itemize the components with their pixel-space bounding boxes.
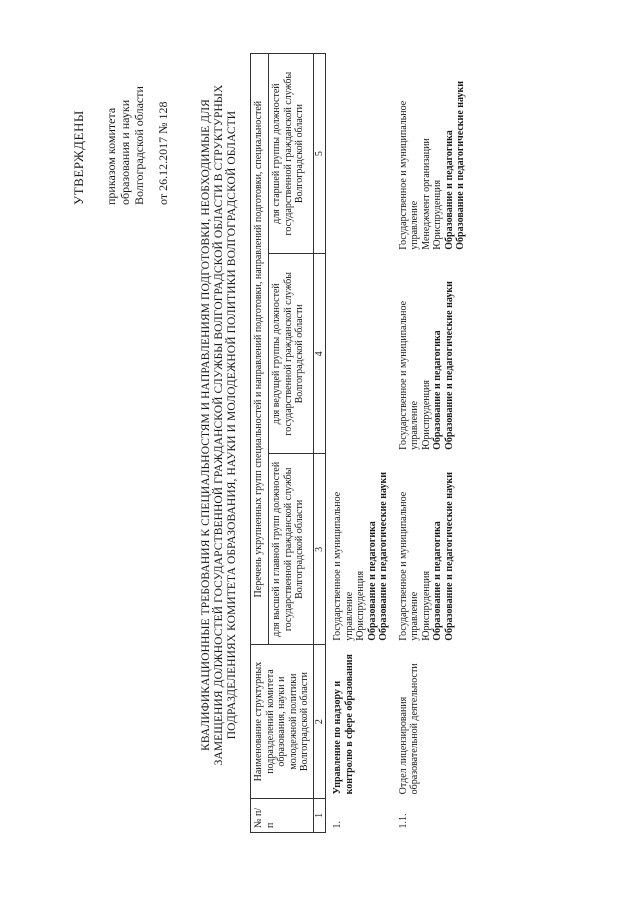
specialty-item: Образование и педагогические науки — [378, 472, 389, 641]
specialty-item: Образование и педагогические науки — [443, 281, 455, 450]
specialty-item: Юриспруденция — [432, 179, 443, 250]
approval-date-line: от 26.12.2017 № 128 — [156, 101, 170, 205]
specialty-item: Образование и педагогические науки — [443, 472, 455, 641]
specialty-item: Государственное и муниципальное управление — [332, 491, 355, 641]
header-lead: для ведущей группы должностей государственной гражданской службы Волгоградской области — [269, 254, 313, 454]
approval-line: образования и науки — [118, 99, 132, 205]
specialty-item: Государственное и муниципальное управление — [397, 300, 420, 450]
approval-line: приказом комитета — [104, 107, 118, 205]
column-index-row — [313, 54, 326, 833]
specialty-item: Государственное и муниципальное управление — [397, 100, 420, 250]
header-num: № п/п — [251, 798, 314, 832]
approval-heading: УТВЕРЖДЕНЫ — [71, 110, 86, 205]
column-index: 2 — [313, 645, 326, 799]
specialty-item: Юриспруденция — [420, 570, 432, 641]
approval-block — [72, 15, 170, 205]
title-line: ЗАМЕЩЕНИЯ ДОЛЖНОСТЕЙ ГОСУДАРСТВЕННОЙ ГРАЖДАНСКОЙ СЛУЖБЫ ВОЛГОГРАДСКОЙ ОБЛАСТИ В СТРУКТУРНЫХ — [213, 84, 225, 766]
header-senior: для высшей и главной групп должностей государственной гражданской службы Волгоградской области — [269, 454, 313, 645]
specialty-cell-senior — [392, 454, 469, 645]
requirements-table — [250, 53, 469, 833]
specialty-item: Юриспруденция — [355, 570, 366, 641]
table-row — [326, 54, 392, 833]
column-index: 4 — [313, 254, 326, 454]
specialty-cell-old — [392, 54, 469, 254]
header-group: Перечень укрупненных групп специальностей и направлений подготовки, направлений подготовки, специальностей — [251, 54, 269, 645]
document-title — [200, 65, 239, 785]
unit-name: Отдел лицензирования образовательной деятельности — [397, 663, 420, 795]
specialty-item: Государственное и муниципальное управление — [397, 491, 420, 641]
table-row — [392, 54, 469, 833]
specialty-cell-senior — [326, 454, 392, 645]
specialty-item: Образование и педагогика — [443, 130, 455, 250]
approval-line: Волгоградской области — [132, 86, 146, 205]
column-index: 1 — [313, 798, 326, 832]
column-index: 3 — [313, 454, 326, 645]
column-index: 5 — [313, 54, 326, 254]
title-line: ПОДРАЗДЕЛЕНИЯХ КОМИТЕТА ОБРАЗОВАНИЯ, НАУКИ И МОЛОДЕЖНОЙ ПОЛИТИКИ ВОЛГОГРАДСКОЙ ОБЛАСТИ — [226, 110, 238, 740]
title-line: КВАЛИФИКАЦИОННЫЕ ТРЕБОВАНИЯ К СПЕЦИАЛЬНОСТЯМ И НАПРАВЛЕНИЯМ ПОДГОТОВКИ, НЕОБХОДИМЫЕ ДЛЯ — [200, 99, 212, 751]
specialty-item: Юриспруденция — [420, 380, 432, 450]
header-old: для старшей группы должностей государственной гражданской службы Волгоградской области — [269, 54, 313, 254]
unit-name: Управление по надзору и контролю в сфере образования — [332, 654, 355, 795]
row-number: 1.1. — [397, 813, 409, 829]
specialty-item: Образование и педагогические науки — [455, 80, 466, 250]
specialty-cell-old — [326, 54, 392, 254]
specialty-cell-lead — [392, 254, 469, 454]
row-number: 1. — [332, 821, 343, 829]
specialty-item: Образование и педагогика — [432, 330, 443, 450]
header-unit: Наименование структурных подразделений комитета образования, науки и молодежной политики Волгоградской области — [251, 645, 314, 799]
specialty-item: Образование и педагогика — [366, 521, 378, 641]
specialty-cell-lead — [326, 254, 392, 454]
specialty-item: Образование и педагогика — [432, 521, 443, 641]
specialty-item: Менеджмент организации — [420, 138, 432, 250]
